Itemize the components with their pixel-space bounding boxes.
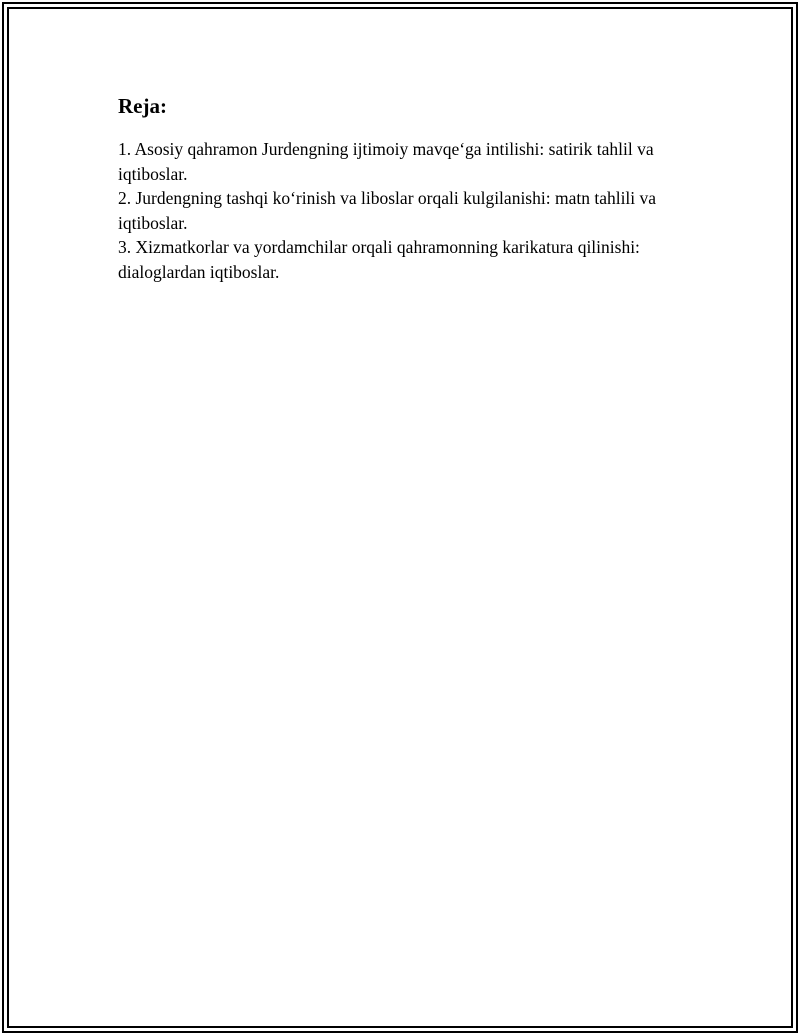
plan-item-1: 1. Asosiy qahramon Jurdengning ijtimoiy mavqe‘ga intilishi: satirik tahlil va iqtiboslar. xyxy=(118,139,654,184)
page-content xyxy=(118,92,698,284)
plan-heading: Reja: xyxy=(118,94,167,118)
plan-list xyxy=(118,137,698,284)
plan-item-3: 3. Xizmatkorlar va yordamchilar orqali qahramonning karikatura qilinishi: dialoglardan iqtiboslar. xyxy=(118,237,640,282)
plan-item-2: 2. Jurdengning tashqi ko‘rinish va liboslar orqali kulgilanishi: matn tahlili va iqtiboslar. xyxy=(118,188,657,233)
